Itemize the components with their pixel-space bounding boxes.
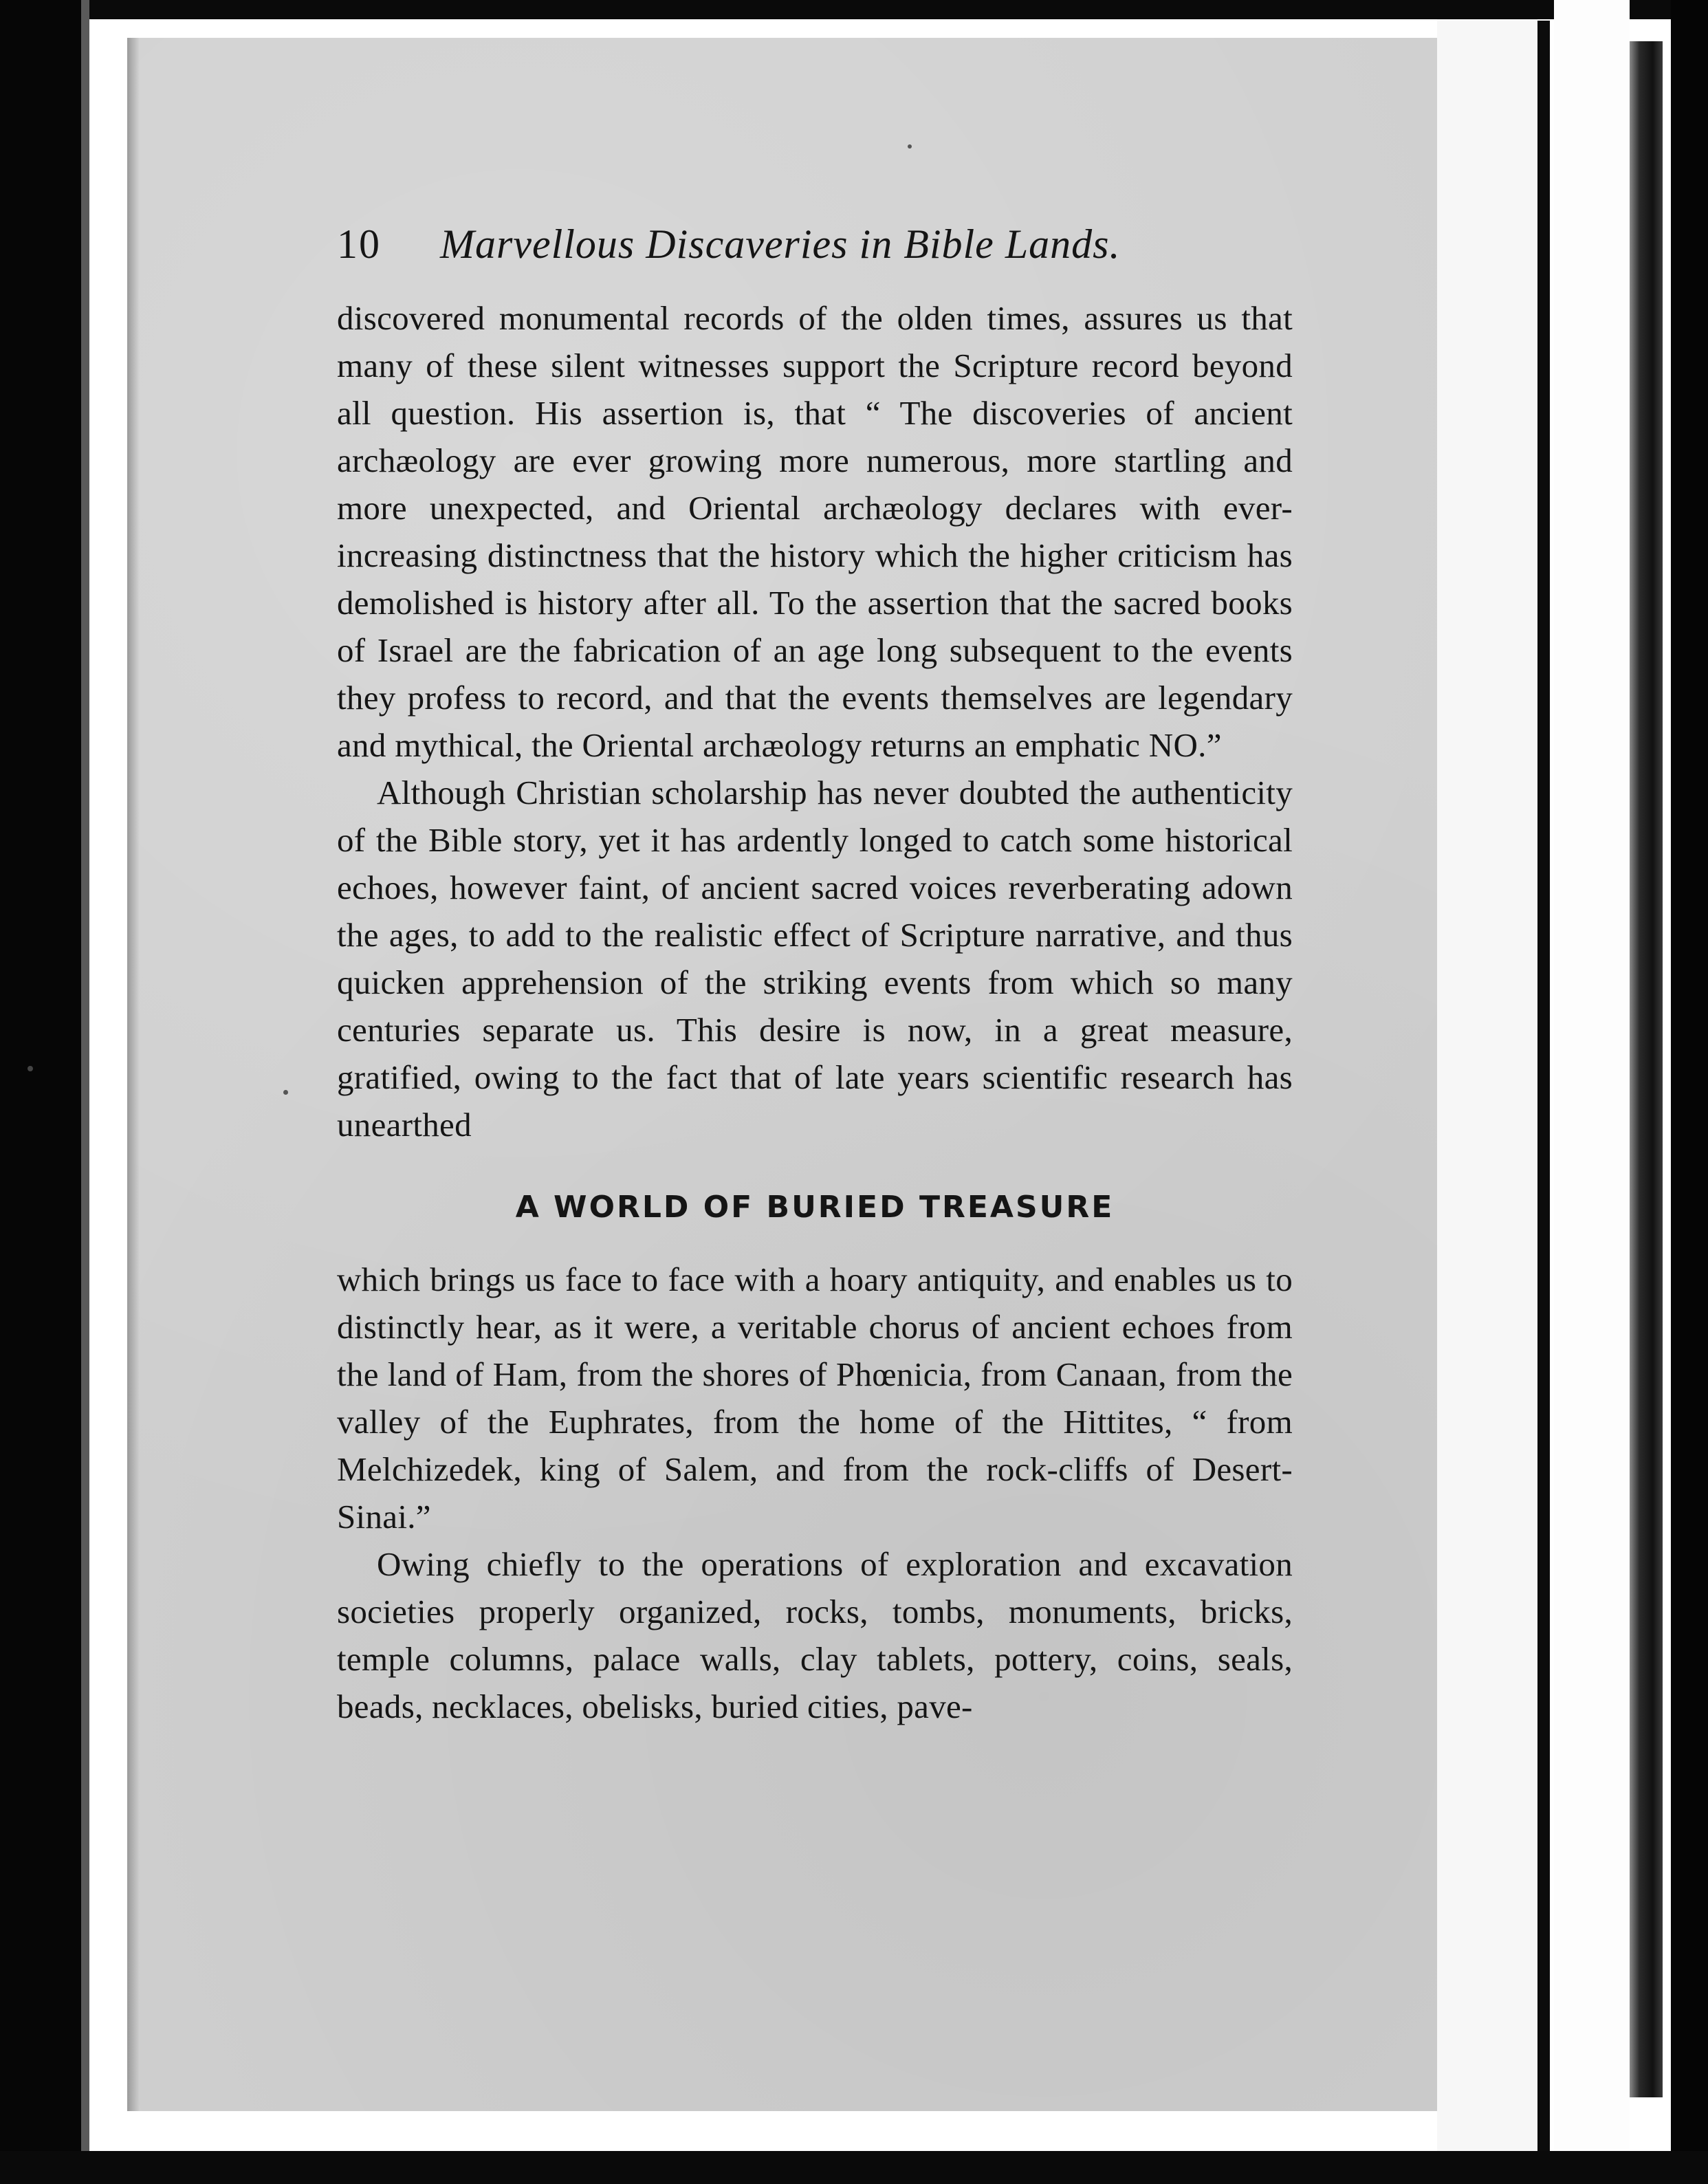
scan-edge-left — [0, 0, 81, 2184]
paragraph-continued: which brings us face to face with a hoary antiquity, and enables us to distinctly hear, as it were, a veritable chorus of ancient echoes from the land of Ham, from the shores of Phœnicia, from Canaan, from the valley of the Euphrates, from the home of the Hittites, “ from Melchizedek, king of Salem, and from the rock-cliffs of Desert-Sinai.” — [337, 1260, 1293, 1536]
running-title: Marvellous Discaveries in Bible Lands. — [440, 221, 1121, 267]
paragraph: Although Christian scholarship has never doubted the authenticity of the Bible story, yet it has ardently longed to catch some historical echoes, however faint, of ancient sacred voices reverberating adown the ages, to add to the realistic effect of Scripture narrative, and thus quicken apprehension of the striking events from which so many centuries separate us. This desire is now, in a great measure, gratified, owing to the fact that of late years scientific research has unearthed — [337, 774, 1293, 1144]
page-right-margin — [1437, 19, 1537, 2151]
running-head — [337, 220, 1293, 268]
dust-speck — [908, 144, 912, 149]
section-heading: A WORLD OF BURIED TREASURE — [515, 1190, 1115, 1225]
adjacent-page-edge — [1554, 0, 1630, 2184]
binding-shadow — [1537, 21, 1550, 2152]
paragraph-continued: discovered monumental records of the olden times, assures us that many of these silent witnesses support the Scripture record beyond all question. His assertion is, that “ The discoveries of ancient archæology are ever growing more numerous, more startling and more unexpected, and Oriental archæology declares with ever-increasing distinctness that the history which the higher criticism has demolished is history after all. To the assertion that the sacred books of Israel are the fabrication of an age long subsequent to the events they profess to record, and that the events themselves are legendary and mythical, the Oriental archæology returns an emphatic NO.” — [337, 299, 1293, 764]
dust-speck — [28, 1066, 33, 1071]
paragraph: Owing chiefly to the operations of exploration and excavation societies properly organized, rocks, tombs, monuments, bricks, temple columns, palace walls, clay tablets, pottery, coins, seals, beads, necklaces, obelisks, buried cities, pave- — [337, 1545, 1293, 1725]
book-spine-strip — [1630, 41, 1663, 2097]
dust-speck — [283, 1090, 288, 1095]
page-number: 10 — [337, 221, 381, 267]
page-shadow — [127, 38, 140, 2111]
scan-edge-top — [0, 0, 1708, 19]
scan-edge-right — [1671, 0, 1708, 2184]
scan-edge-left-inner — [81, 0, 89, 2184]
page-text — [337, 220, 1293, 1730]
scan-edge-bottom — [0, 2151, 1708, 2184]
